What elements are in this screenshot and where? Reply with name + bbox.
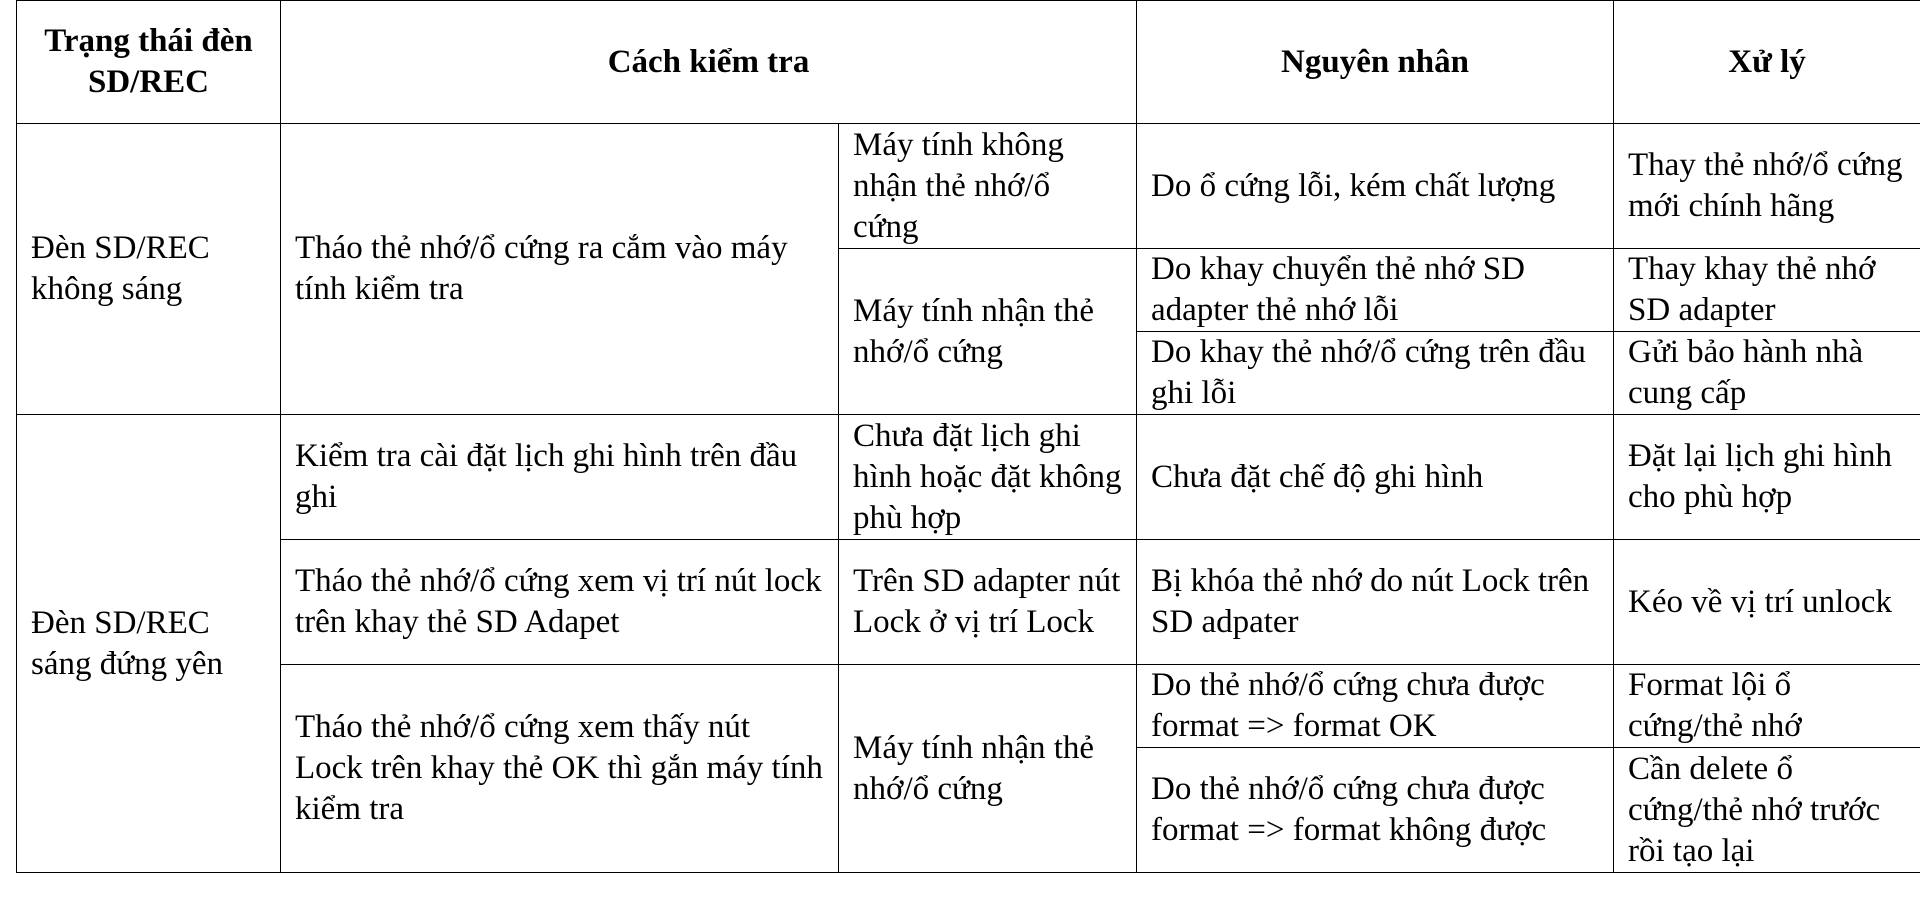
header-check: Cách kiểm tra bbox=[281, 1, 1137, 124]
table-row bbox=[17, 415, 1920, 540]
header-status: Trạng thái đèn SD/REC bbox=[17, 1, 281, 124]
cause-cell: Do ổ cứng lỗi, kém chất lượng bbox=[1137, 124, 1614, 249]
fix-cell: Kéo về vị trí unlock bbox=[1614, 540, 1920, 665]
table-row bbox=[17, 665, 1920, 748]
status-cell: Đèn SD/REC không sáng bbox=[17, 124, 281, 415]
fix-cell: Format lội ổ cứng/thẻ nhớ bbox=[1614, 665, 1920, 748]
check-result-cell: Máy tính nhận thẻ nhớ/ổ cứng bbox=[839, 249, 1137, 415]
header-cause: Nguyên nhân bbox=[1137, 1, 1614, 124]
check-result-cell: Máy tính không nhận thẻ nhớ/ổ cứng bbox=[839, 124, 1137, 249]
table-row bbox=[17, 124, 1920, 249]
fix-cell: Gửi bảo hành nhà cung cấp bbox=[1614, 332, 1920, 415]
check-method-cell: Tháo thẻ nhớ/ổ cứng ra cắm vào máy tính kiểm tra bbox=[281, 124, 839, 415]
check-method-cell: Tháo thẻ nhớ/ổ cứng xem thấy nút Lock trên khay thẻ OK thì gắn máy tính kiểm tra bbox=[281, 665, 839, 873]
fix-cell: Thay thẻ nhớ/ổ cứng mới chính hãng bbox=[1614, 124, 1920, 249]
fix-cell: Cần delete ổ cứng/thẻ nhớ trước rồi tạo lại bbox=[1614, 748, 1920, 873]
cause-cell: Do thẻ nhớ/ổ cứng chưa được format => format OK bbox=[1137, 665, 1614, 748]
check-method-cell: Kiểm tra cài đặt lịch ghi hình trên đầu ghi bbox=[281, 415, 839, 540]
cause-cell: Bị khóa thẻ nhớ do nút Lock trên SD adpater bbox=[1137, 540, 1614, 665]
cause-cell: Do khay chuyển thẻ nhớ SD adapter thẻ nhớ lỗi bbox=[1137, 249, 1614, 332]
cause-cell: Do khay thẻ nhớ/ổ cứng trên đầu ghi lỗi bbox=[1137, 332, 1614, 415]
check-result-cell: Chưa đặt lịch ghi hình hoặc đặt không phù hợp bbox=[839, 415, 1137, 540]
check-method-cell: Tháo thẻ nhớ/ổ cứng xem vị trí nút lock trên khay thẻ SD Adapet bbox=[281, 540, 839, 665]
cause-cell: Do thẻ nhớ/ổ cứng chưa được format => format không được bbox=[1137, 748, 1614, 873]
fix-cell: Đặt lại lịch ghi hình cho phù hợp bbox=[1614, 415, 1920, 540]
check-result-cell: Trên SD adapter nút Lock ở vị trí Lock bbox=[839, 540, 1137, 665]
header-fix: Xử lý bbox=[1614, 1, 1920, 124]
check-result-cell: Máy tính nhận thẻ nhớ/ổ cứng bbox=[839, 665, 1137, 873]
table-row bbox=[17, 540, 1920, 665]
status-cell: Đèn SD/REC sáng đứng yên bbox=[17, 415, 281, 873]
cause-cell: Chưa đặt chế độ ghi hình bbox=[1137, 415, 1614, 540]
troubleshooting-table bbox=[16, 0, 1920, 873]
fix-cell: Thay khay thẻ nhớ SD adapter bbox=[1614, 249, 1920, 332]
